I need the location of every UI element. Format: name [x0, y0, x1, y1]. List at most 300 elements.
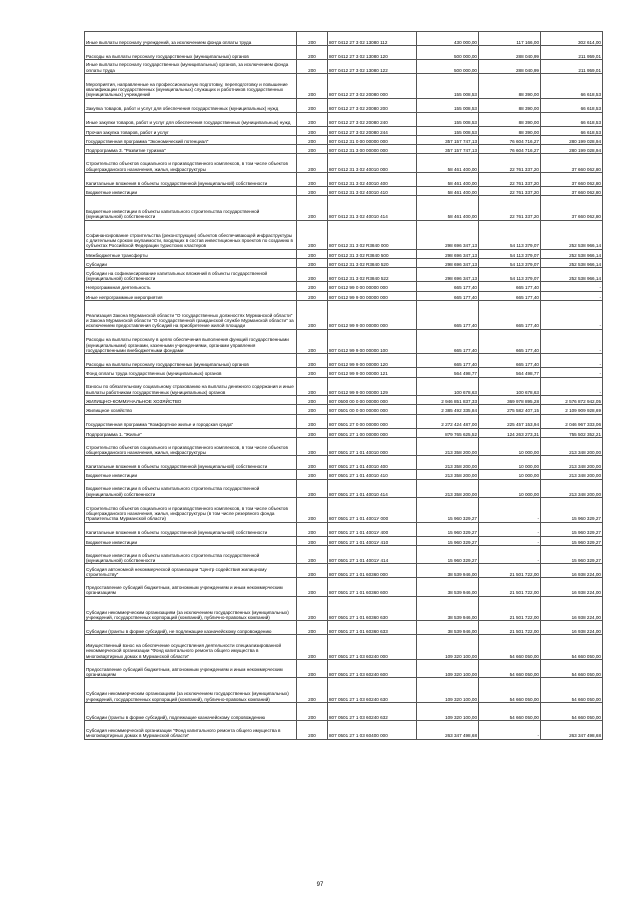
- row-remaining-cell: 15 960 329,27: [541, 522, 603, 536]
- row-approved-cell: 155 008,53: [417, 112, 479, 126]
- row-code-cell: 200: [297, 220, 328, 249]
- row-name-cell: Жилищное хозяйство: [85, 405, 297, 414]
- row-approved-cell: 2 272 424 487,00: [417, 414, 479, 428]
- row-executed-cell: -: [479, 545, 541, 563]
- row-approved-cell: 564 498,77: [417, 368, 479, 377]
- table-row: [85, 258, 603, 267]
- row-approved-cell: 665 177,40: [417, 291, 479, 300]
- row-name-cell: Бюджетные инвестиции в объекты капитального строительства государственной (муниципальной) собственности: [85, 545, 297, 563]
- row-name-cell: Субсидии некоммерческим организациям (за исключением государственных (муниципальных) учреждений, государственных корпораций (компаний), публично-правовых компаний): [85, 678, 297, 703]
- table-row: [85, 126, 603, 135]
- table-row: [85, 196, 603, 221]
- row-approved-cell: 38 539 946,00: [417, 621, 479, 635]
- row-code-cell: 200: [297, 479, 328, 497]
- row-executed-cell: 54 113 379,07: [479, 220, 541, 249]
- row-name-cell: Расходы на выплаты персоналу государственных (муниципальных) органов: [85, 354, 297, 368]
- row-remaining-cell: 15 960 329,27: [541, 497, 603, 522]
- table-row: [85, 396, 603, 405]
- row-name-cell: Субсидии: [85, 258, 297, 267]
- row-name-cell: Взносы по обязательному социальному страхованию на выплаты денежного содержания и иные выплаты работникам государственных (муниципальных) органов: [85, 377, 297, 395]
- row-code-cell: 200: [297, 282, 328, 291]
- row-code-cell: 200: [297, 536, 328, 545]
- row-code-cell: 200: [297, 46, 328, 60]
- table-row: [85, 172, 603, 186]
- table-row: [85, 282, 603, 291]
- row-code-cell: 200: [297, 354, 328, 368]
- row-approved-cell: 58 461 400,00: [417, 154, 479, 172]
- row-name-cell: Бюджетные инвестиции в объекты капитального строительства государственной (муниципальной) собственности: [85, 479, 297, 497]
- row-code-cell: 200: [297, 522, 328, 536]
- row-executed-cell: 54 113 379,07: [479, 258, 541, 267]
- row-executed-cell: 10 000,00: [479, 470, 541, 479]
- table-row: [85, 98, 603, 112]
- row-code-cell: 200: [297, 196, 328, 221]
- row-name-cell: Подпрограмма 3. "Развитие туризма": [85, 145, 297, 154]
- budget-report-rows: [85, 32, 603, 740]
- row-remaining-cell: 37 660 062,80: [541, 172, 603, 186]
- row-executed-cell: 10 000,00: [479, 437, 541, 455]
- row-kbk-cell: 807 0501 27 1 01 60360 630: [328, 596, 417, 621]
- table-row: [85, 368, 603, 377]
- row-code-cell: 200: [297, 497, 328, 522]
- row-approved-cell: 38 539 946,00: [417, 596, 479, 621]
- row-approved-cell: 15 960 329,27: [417, 545, 479, 563]
- row-code-cell: 200: [297, 396, 328, 405]
- row-name-cell: Субсидии (гранты в форме субсидий), подлежащие казначейскому сопровождению: [85, 702, 297, 720]
- row-approved-cell: 2 946 851 837,33: [417, 396, 479, 405]
- table-row: [85, 405, 603, 414]
- row-approved-cell: 665 177,40: [417, 354, 479, 368]
- row-code-cell: 200: [297, 635, 328, 660]
- row-executed-cell: 665 177,40: [479, 282, 541, 291]
- row-name-cell: Иные выплаты персоналу учреждений, за исключением фонда оплаты труда: [85, 32, 297, 46]
- row-approved-cell: 58 461 400,00: [417, 196, 479, 221]
- table-row: [85, 522, 603, 536]
- row-name-cell: Субсидия автономной некоммерческой организации "Центр содействия жилищному строительству": [85, 564, 297, 578]
- row-name-cell: Непрограммная деятельность: [85, 282, 297, 291]
- row-approved-cell: 500 000,00: [417, 60, 479, 74]
- row-remaining-cell: 66 618,53: [541, 74, 603, 99]
- row-approved-cell: 38 539 946,00: [417, 564, 479, 578]
- row-kbk-cell: 807 0501 27 1 00 00000 000: [328, 428, 417, 437]
- row-executed-cell: 54 660 050,00: [479, 678, 541, 703]
- table-row: [85, 60, 603, 74]
- row-name-cell: ЖИЛИЩНО-КОММУНАЛЬНОЕ ХОЗЯЙСТВО: [85, 396, 297, 405]
- row-kbk-cell: 807 0412 31 3 02 R3840 000: [328, 220, 417, 249]
- table-row: [85, 678, 603, 703]
- row-code-cell: 200: [297, 721, 328, 739]
- row-kbk-cell: 807 0501 27 1 01 4001У 000: [328, 497, 417, 522]
- row-executed-cell: 22 761 337,20: [479, 154, 541, 172]
- row-approved-cell: 357 157 747,13: [417, 135, 479, 144]
- row-code-cell: 200: [297, 456, 328, 470]
- budget-report-table-container: [84, 31, 601, 740]
- row-remaining-cell: 54 660 050,00: [541, 702, 603, 720]
- row-code-cell: 200: [297, 329, 328, 354]
- table-row: [85, 135, 603, 144]
- row-kbk-cell: 807 0412 99 9 00 00000 000: [328, 291, 417, 300]
- row-kbk-cell: 807 0412 27 3 02 13080 120: [328, 46, 417, 60]
- row-kbk-cell: 807 0501 27 1 01 60360 000: [328, 564, 417, 578]
- row-remaining-cell: 755 502 352,21: [541, 428, 603, 437]
- row-approved-cell: 500 000,00: [417, 46, 479, 60]
- row-name-cell: Имущественный взнос на обеспечение осуществления деятельности специализированной некоммерческой организации "Фонд капитального ремонта общего имущества в многоквартирных домах в Мурманской области": [85, 635, 297, 660]
- row-remaining-cell: 280 199 028,94: [541, 145, 603, 154]
- table-row: [85, 428, 603, 437]
- row-code-cell: 200: [297, 596, 328, 621]
- table-row: [85, 300, 603, 329]
- table-row: [85, 596, 603, 621]
- row-approved-cell: 155 008,53: [417, 126, 479, 135]
- row-executed-cell: 369 978 895,28: [479, 396, 541, 405]
- row-executed-cell: 54 113 379,07: [479, 249, 541, 258]
- row-name-cell: Закупка товаров, работ и услуг для обеспечения государственных (муниципальных) нужд: [85, 98, 297, 112]
- row-approved-cell: 58 461 400,00: [417, 172, 479, 186]
- table-row: [85, 564, 603, 578]
- row-executed-cell: -: [479, 522, 541, 536]
- row-code-cell: 200: [297, 186, 328, 195]
- row-remaining-cell: 252 538 966,14: [541, 249, 603, 258]
- row-code-cell: 200: [297, 60, 328, 74]
- table-row: [85, 437, 603, 455]
- row-remaining-cell: 252 538 966,14: [541, 220, 603, 249]
- row-kbk-cell: 807 0501 00 0 00 00000 000: [328, 405, 417, 414]
- row-name-cell: Бюджетные инвестиции: [85, 186, 297, 195]
- row-remaining-cell: -: [541, 329, 603, 354]
- row-remaining-cell: 37 660 062,80: [541, 154, 603, 172]
- row-executed-cell: -: [479, 721, 541, 739]
- row-executed-cell: -: [479, 497, 541, 522]
- row-kbk-cell: 807 0412 27 3 02 20080 240: [328, 112, 417, 126]
- row-approved-cell: 357 157 747,13: [417, 145, 479, 154]
- row-approved-cell: 213 358 200,00: [417, 437, 479, 455]
- table-row: [85, 329, 603, 354]
- row-kbk-cell: 807 0412 31 3 02 R3840 522: [328, 268, 417, 282]
- row-approved-cell: 298 696 347,13: [417, 220, 479, 249]
- table-row: [85, 456, 603, 470]
- row-executed-cell: 665 177,40: [479, 291, 541, 300]
- row-code-cell: 200: [297, 258, 328, 267]
- row-executed-cell: 10 000,00: [479, 479, 541, 497]
- row-remaining-cell: 54 660 050,00: [541, 659, 603, 677]
- row-code-cell: 200: [297, 702, 328, 720]
- row-approved-cell: 15 960 329,27: [417, 536, 479, 545]
- row-name-cell: Капитальные вложения в объекты государственной (муниципальной) собственности: [85, 456, 297, 470]
- row-remaining-cell: 211 959,01: [541, 46, 603, 60]
- row-kbk-cell: 807 0501 27 1 01 4001У 410: [328, 536, 417, 545]
- row-approved-cell: 100 678,63: [417, 377, 479, 395]
- row-executed-cell: 21 501 722,00: [479, 578, 541, 596]
- row-executed-cell: 76 604 716,27: [479, 145, 541, 154]
- row-approved-cell: 213 358 200,00: [417, 479, 479, 497]
- row-approved-cell: 155 008,53: [417, 74, 479, 99]
- row-approved-cell: 213 358 200,00: [417, 456, 479, 470]
- row-name-cell: Субсидии некоммерческим организациям (за исключением государственных (муниципальных) учреждений, государственных корпораций (компаний), публично-правовых компаний): [85, 596, 297, 621]
- row-code-cell: 200: [297, 145, 328, 154]
- row-executed-cell: 665 177,40: [479, 329, 541, 354]
- row-name-cell: Иные закупки товаров, работ и услуг для обеспечения государственных (муниципальных) нужд: [85, 112, 297, 126]
- row-code-cell: 200: [297, 428, 328, 437]
- page-number: 97: [316, 882, 324, 888]
- table-row: [85, 354, 603, 368]
- row-kbk-cell: 807 0412 99 9 00 00000 000: [328, 300, 417, 329]
- table-row: [85, 154, 603, 172]
- row-name-cell: Межбюджетные трансферты: [85, 249, 297, 258]
- row-remaining-cell: 54 660 050,00: [541, 635, 603, 660]
- row-name-cell: Предоставление субсидий бюджетным, автономным учреждениям и иным некоммерческим организациям: [85, 659, 297, 677]
- table-row: [85, 74, 603, 99]
- row-name-cell: Государственная программа "Комфортное жилье и городская среда": [85, 414, 297, 428]
- row-remaining-cell: 16 938 224,00: [541, 564, 603, 578]
- row-kbk-cell: 807 0412 31 3 02 R3840 520: [328, 258, 417, 267]
- row-approved-cell: 109 320 100,00: [417, 678, 479, 703]
- row-name-cell: Субсидии на софинансирование капитальных вложений в объекты государственной (муниципальной) собственности: [85, 268, 297, 282]
- table-row: [85, 268, 603, 282]
- row-remaining-cell: 211 959,01: [541, 60, 603, 74]
- row-executed-cell: 288 040,99: [479, 60, 541, 74]
- row-code-cell: 200: [297, 249, 328, 258]
- row-name-cell: Иные непрограммные мероприятия: [85, 291, 297, 300]
- row-name-cell: Субсидии (гранты в форме субсидий), не подлежащие казначейскому сопровождению: [85, 621, 297, 635]
- row-kbk-cell: 807 0412 99 9 00 00000 121: [328, 368, 417, 377]
- row-remaining-cell: 252 538 966,14: [541, 268, 603, 282]
- row-kbk-cell: 807 0412 99 9 00 00000 129: [328, 377, 417, 395]
- table-row: [85, 32, 603, 46]
- row-remaining-cell: 2 109 909 928,69: [541, 405, 603, 414]
- row-remaining-cell: -: [541, 354, 603, 368]
- row-kbk-cell: 807 0501 27 1 03 60240 000: [328, 635, 417, 660]
- row-remaining-cell: 213 348 200,00: [541, 470, 603, 479]
- row-kbk-cell: 807 0412 31 3 02 40010 410: [328, 186, 417, 195]
- row-kbk-cell: 807 0412 31 3 02 R3840 500: [328, 249, 417, 258]
- row-approved-cell: 263 347 498,68: [417, 721, 479, 739]
- row-kbk-cell: 807 0412 31 3 02 40010 414: [328, 196, 417, 221]
- row-code-cell: 200: [297, 154, 328, 172]
- row-kbk-cell: 807 0501 27 1 01 40010 414: [328, 479, 417, 497]
- row-approved-cell: 15 960 329,27: [417, 497, 479, 522]
- row-kbk-cell: 807 0412 31 0 00 00000 000: [328, 135, 417, 144]
- table-row: [85, 220, 603, 249]
- row-kbk-cell: 807 0501 27 1 03 60240 630: [328, 678, 417, 703]
- row-code-cell: 200: [297, 135, 328, 144]
- row-executed-cell: 54 113 379,07: [479, 268, 541, 282]
- row-executed-cell: 88 390,00: [479, 74, 541, 99]
- row-kbk-cell: 807 0412 31 3 00 00000 000: [328, 145, 417, 154]
- row-name-cell: Строительство объектов социального и производственного комплексов, в том числе объектов общегражданского назначения, жилья, инфраструктуры (в том числе резервного фонда Правительства Мурманской области): [85, 497, 297, 522]
- row-name-cell: Строительство объектов социального и производственного комплексов, в том числе объектов общегражданского назначения, жилья, инфраструктуры: [85, 154, 297, 172]
- row-executed-cell: 88 390,00: [479, 112, 541, 126]
- row-kbk-cell: 807 0501 27 1 03 60400 000: [328, 721, 417, 739]
- row-kbk-cell: 807 0501 27 1 01 4001У 400: [328, 522, 417, 536]
- row-executed-cell: 54 660 050,00: [479, 702, 541, 720]
- row-name-cell: Прочая закупка товаров, работ и услуг: [85, 126, 297, 135]
- row-kbk-cell: 807 0412 31 3 02 40010 400: [328, 172, 417, 186]
- row-kbk-cell: 807 0501 27 1 01 40010 410: [328, 470, 417, 479]
- row-approved-cell: 15 960 329,27: [417, 522, 479, 536]
- row-name-cell: Капитальные вложения в объекты государственной (муниципальной) собственности: [85, 522, 297, 536]
- row-remaining-cell: -: [541, 368, 603, 377]
- table-row: [85, 536, 603, 545]
- row-executed-cell: 117 166,00: [479, 32, 541, 46]
- row-executed-cell: 22 761 337,20: [479, 196, 541, 221]
- row-remaining-cell: 213 348 200,00: [541, 479, 603, 497]
- row-executed-cell: 124 263 273,31: [479, 428, 541, 437]
- row-name-cell: Строительство объектов социального и производственного комплексов, в том числе объектов общегражданского назначения, жилья, инфраструктуры: [85, 437, 297, 455]
- row-executed-cell: 22 761 337,20: [479, 172, 541, 186]
- row-remaining-cell: 16 938 224,00: [541, 621, 603, 635]
- table-row: [85, 578, 603, 596]
- row-approved-cell: 298 696 347,13: [417, 268, 479, 282]
- row-remaining-cell: 66 618,53: [541, 98, 603, 112]
- row-name-cell: Иные выплаты персоналу государственных (муниципальных) органов, за исключением фонда оплаты труда: [85, 60, 297, 74]
- row-code-cell: 200: [297, 470, 328, 479]
- row-code-cell: 200: [297, 368, 328, 377]
- row-remaining-cell: 66 618,53: [541, 112, 603, 126]
- row-executed-cell: 54 660 050,00: [479, 659, 541, 677]
- row-name-cell: Бюджетные инвестиции: [85, 536, 297, 545]
- row-approved-cell: 58 461 400,00: [417, 186, 479, 195]
- row-executed-cell: -: [479, 536, 541, 545]
- row-kbk-cell: 807 0412 99 0 00 00000 000: [328, 282, 417, 291]
- row-kbk-cell: 807 0412 99 9 00 00000 100: [328, 329, 417, 354]
- row-executed-cell: 22 761 337,20: [479, 186, 541, 195]
- row-kbk-cell: 807 0412 31 3 02 40010 000: [328, 154, 417, 172]
- row-remaining-cell: 302 614,00: [541, 32, 603, 46]
- row-kbk-cell: 807 0412 99 9 00 00000 120: [328, 354, 417, 368]
- row-executed-cell: 275 582 407,15: [479, 405, 541, 414]
- row-code-cell: 200: [297, 300, 328, 329]
- table-row: [85, 635, 603, 660]
- row-executed-cell: 88 390,00: [479, 98, 541, 112]
- row-kbk-cell: 807 0412 27 3 02 20080 200: [328, 98, 417, 112]
- row-approved-cell: 879 765 625,52: [417, 428, 479, 437]
- row-code-cell: 200: [297, 564, 328, 578]
- row-executed-cell: 665 177,40: [479, 354, 541, 368]
- table-row: [85, 145, 603, 154]
- row-remaining-cell: 37 660 062,80: [541, 186, 603, 195]
- table-row: [85, 621, 603, 635]
- row-code-cell: 200: [297, 291, 328, 300]
- row-remaining-cell: 15 960 329,27: [541, 536, 603, 545]
- row-executed-cell: 10 000,00: [479, 456, 541, 470]
- row-code-cell: 200: [297, 172, 328, 186]
- row-approved-cell: 298 696 347,13: [417, 258, 479, 267]
- row-executed-cell: 21 501 722,00: [479, 596, 541, 621]
- row-kbk-cell: 807 0501 27 1 03 60240 632: [328, 702, 417, 720]
- row-code-cell: 200: [297, 268, 328, 282]
- row-name-cell: Предоставление субсидий бюджетным, автономным учреждениям и иным некоммерческим организациям: [85, 578, 297, 596]
- row-executed-cell: 288 040,99: [479, 46, 541, 60]
- row-approved-cell: 2 385 492 335,84: [417, 405, 479, 414]
- row-approved-cell: 665 177,40: [417, 329, 479, 354]
- row-code-cell: 200: [297, 545, 328, 563]
- row-executed-cell: 21 501 722,00: [479, 621, 541, 635]
- row-remaining-cell: 37 660 062,80: [541, 196, 603, 221]
- row-name-cell: Субсидия некоммерческой организации "Фонд капитального ремонта общего имущества в многоквартирных домах в Мурманской области": [85, 721, 297, 739]
- row-name-cell: Софинансирование строительства (реконструкции) объектов обеспечивающей инфраструктуры с длительным сроком окупаемости, входящих в состав инвестиционных проектов по созданию в субъектах Российской Федерации туристских кластеров: [85, 220, 297, 249]
- row-approved-cell: 430 000,00: [417, 32, 479, 46]
- table-row: [85, 470, 603, 479]
- table-row: [85, 414, 603, 428]
- row-code-cell: 200: [297, 74, 328, 99]
- table-row: [85, 702, 603, 720]
- row-kbk-cell: 807 0412 27 3 02 13080 122: [328, 60, 417, 74]
- row-approved-cell: 109 320 100,00: [417, 702, 479, 720]
- row-remaining-cell: 213 348 200,00: [541, 437, 603, 455]
- row-remaining-cell: 16 938 224,00: [541, 596, 603, 621]
- row-approved-cell: 155 008,53: [417, 98, 479, 112]
- row-remaining-cell: 2 046 967 333,06: [541, 414, 603, 428]
- row-approved-cell: 298 696 347,13: [417, 249, 479, 258]
- row-remaining-cell: 16 938 224,00: [541, 578, 603, 596]
- row-kbk-cell: 807 0501 27 1 01 40010 400: [328, 456, 417, 470]
- row-remaining-cell: -: [541, 377, 603, 395]
- row-name-cell: Мероприятия, направленные на профессиональную подготовку, переподготовку и повышение квалификации государственных (муниципальных) служащих и работников государственных (муниципальных) учреждений: [85, 74, 297, 99]
- row-remaining-cell: 213 348 200,00: [541, 456, 603, 470]
- table-row: [85, 545, 603, 563]
- row-code-cell: 200: [297, 126, 328, 135]
- row-remaining-cell: 252 538 966,14: [541, 258, 603, 267]
- row-code-cell: 200: [297, 414, 328, 428]
- row-remaining-cell: 280 199 028,94: [541, 135, 603, 144]
- table-row: [85, 721, 603, 739]
- row-name-cell: Расходы на выплаты персоналу государственных (муниципальных) органов: [85, 46, 297, 60]
- row-name-cell: Фонд оплаты труда государственных (муниципальных) органов: [85, 368, 297, 377]
- row-code-cell: 200: [297, 659, 328, 677]
- row-code-cell: 200: [297, 98, 328, 112]
- row-name-cell: Расходы на выплаты персоналу в целях обеспечения выполнения функций государственными (муниципальными) органами, казенными учреждениями, органами управления государственными внебюджетными фондами: [85, 329, 297, 354]
- table-row: [85, 659, 603, 677]
- table-row: [85, 377, 603, 395]
- row-code-cell: 200: [297, 678, 328, 703]
- table-row: [85, 112, 603, 126]
- table-row: [85, 479, 603, 497]
- row-name-cell: Государственная программа "Экономический потенциал": [85, 135, 297, 144]
- table-row: [85, 186, 603, 195]
- row-name-cell: Бюджетные инвестиции: [85, 470, 297, 479]
- row-remaining-cell: -: [541, 282, 603, 291]
- row-executed-cell: 21 501 722,00: [479, 564, 541, 578]
- row-approved-cell: 665 177,40: [417, 300, 479, 329]
- row-executed-cell: 88 390,00: [479, 126, 541, 135]
- row-executed-cell: 76 604 716,27: [479, 135, 541, 144]
- row-remaining-cell: 54 660 050,00: [541, 678, 603, 703]
- row-code-cell: 200: [297, 377, 328, 395]
- row-name-cell: Подпрограмма 1. "Жилье": [85, 428, 297, 437]
- row-kbk-cell: 807 0412 27 3 02 20080 000: [328, 74, 417, 99]
- row-kbk-cell: 807 0412 27 3 02 13080 112: [328, 32, 417, 46]
- table-row: [85, 249, 603, 258]
- row-kbk-cell: 807 0501 27 1 01 60360 633: [328, 621, 417, 635]
- row-kbk-cell: 807 0501 27 1 01 4001У 414: [328, 545, 417, 563]
- row-remaining-cell: 2 576 872 942,05: [541, 396, 603, 405]
- row-remaining-cell: -: [541, 291, 603, 300]
- row-code-cell: 200: [297, 32, 328, 46]
- row-kbk-cell: 807 0501 27 1 01 40010 000: [328, 437, 417, 455]
- row-code-cell: 200: [297, 405, 328, 414]
- row-code-cell: 200: [297, 112, 328, 126]
- row-approved-cell: 109 320 100,00: [417, 635, 479, 660]
- row-executed-cell: 100 678,63: [479, 377, 541, 395]
- row-executed-cell: 54 660 050,00: [479, 635, 541, 660]
- row-code-cell: 200: [297, 578, 328, 596]
- row-remaining-cell: 66 618,53: [541, 126, 603, 135]
- row-approved-cell: 213 358 200,00: [417, 470, 479, 479]
- row-kbk-cell: 807 0501 27 1 03 60240 600: [328, 659, 417, 677]
- row-kbk-cell: 807 0501 27 0 00 00000 000: [328, 414, 417, 428]
- row-executed-cell: 665 177,40: [479, 300, 541, 329]
- row-approved-cell: 665 177,40: [417, 282, 479, 291]
